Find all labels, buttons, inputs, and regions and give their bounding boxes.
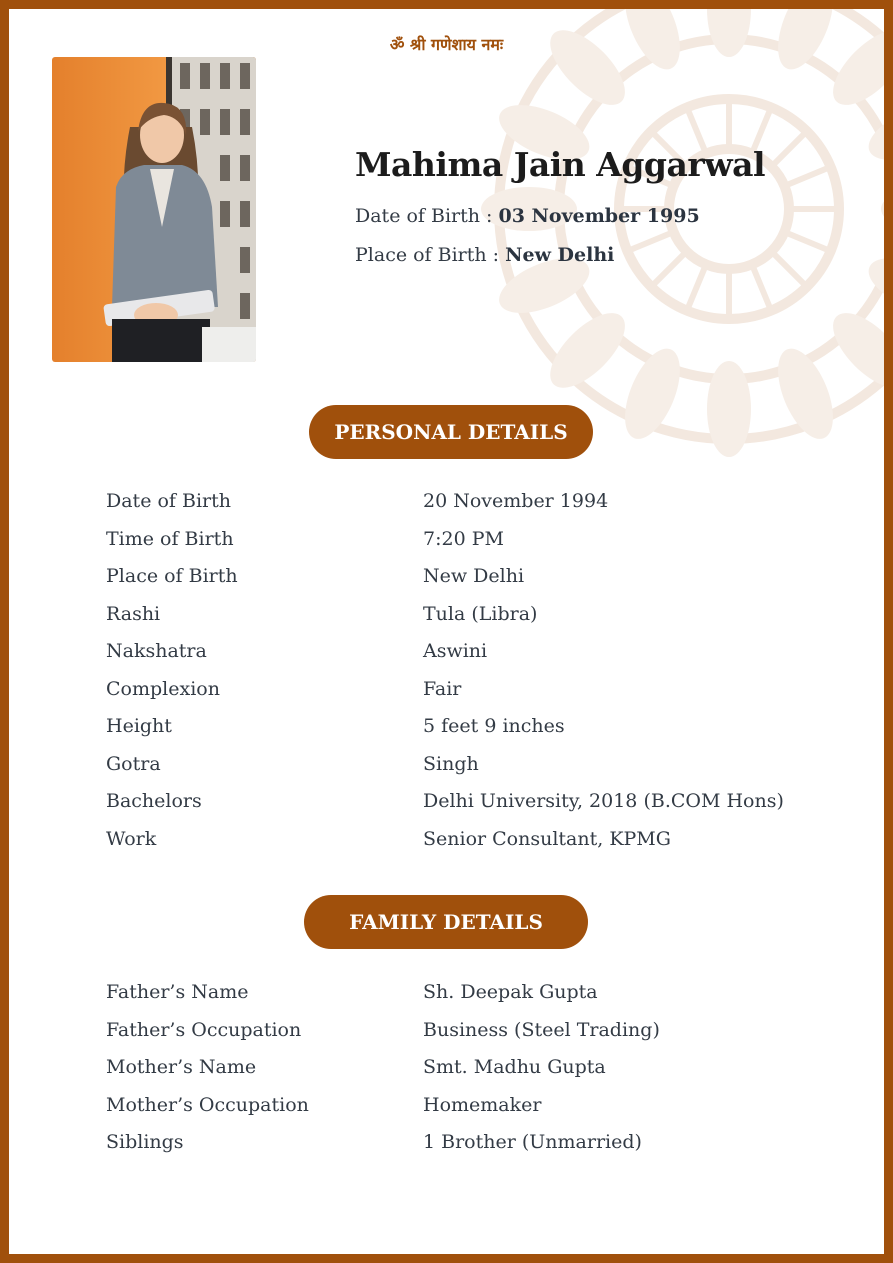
detail-label: Complexion: [106, 677, 220, 700]
biodata-page: [9, 9, 884, 1254]
profile-pob: [355, 244, 614, 266]
family-details-list: [106, 981, 846, 1169]
personal-details-heading: PERSONAL DETAILS: [309, 405, 593, 459]
profile-dob-label: Date of Birth :: [355, 205, 499, 227]
detail-label: Place of Birth: [106, 565, 238, 587]
detail-value: Fair: [423, 677, 462, 700]
detail-value: Delhi University, 2018 (B.COM Hons): [423, 790, 784, 812]
detail-label: Mother’s Name: [106, 1056, 257, 1078]
detail-row: [106, 490, 846, 528]
profile-name: Mahima Jain Aggarwal: [355, 145, 766, 184]
detail-label: Nakshatra: [106, 640, 207, 662]
detail-label: Father’s Occupation: [106, 1018, 302, 1041]
detail-row: [106, 790, 846, 828]
detail-label: Date of Birth: [106, 490, 231, 512]
profile-dob: [355, 205, 700, 227]
invocation-text: ॐ श्री गणेशाय नमः: [389, 35, 504, 54]
detail-row: [106, 1019, 846, 1057]
profile-photo: [52, 57, 256, 362]
detail-label: Gotra: [106, 752, 161, 775]
detail-row: [106, 828, 846, 866]
detail-value: Aswini: [423, 640, 488, 662]
detail-row: [106, 981, 846, 1019]
personal-details-list: [106, 490, 846, 865]
detail-row: [106, 678, 846, 716]
detail-value: Singh: [423, 752, 479, 775]
detail-value: Sh. Deepak Gupta: [423, 981, 598, 1003]
detail-value: 5 feet 9 inches: [423, 715, 565, 737]
detail-value: New Delhi: [423, 565, 525, 587]
detail-value: 7:20 PM: [423, 527, 504, 550]
detail-row: [106, 715, 846, 753]
profile-pob-value: New Delhi: [505, 244, 615, 266]
detail-row: [106, 528, 846, 566]
detail-row: [106, 640, 846, 678]
detail-value: 1 Brother (Unmarried): [423, 1131, 642, 1153]
detail-row: [106, 603, 846, 641]
detail-label: Work: [106, 827, 157, 850]
detail-value: Business (Steel Trading): [423, 1018, 660, 1041]
detail-value: Tula (Libra): [423, 602, 538, 625]
profile-pob-label: Place of Birth :: [355, 244, 506, 266]
detail-value: Senior Consultant, KPMG: [423, 827, 671, 850]
detail-value: Smt. Madhu Gupta: [423, 1056, 606, 1078]
detail-row: [106, 1056, 846, 1094]
detail-label: Mother’s Occupation: [106, 1093, 309, 1116]
detail-row: [106, 1131, 846, 1169]
detail-label: Siblings: [106, 1131, 184, 1153]
detail-row: [106, 1094, 846, 1132]
detail-label: Rashi: [106, 602, 161, 625]
detail-label: Height: [106, 715, 172, 737]
detail-label: Time of Birth: [106, 527, 234, 550]
mandala-decoration: [429, 9, 884, 549]
family-details-heading: FAMILY DETAILS: [304, 895, 588, 949]
profile-dob-value: 03 November 1995: [498, 205, 700, 227]
detail-label: Bachelors: [106, 790, 202, 812]
detail-value: Homemaker: [423, 1093, 542, 1116]
detail-value: 20 November 1994: [423, 490, 609, 512]
detail-row: [106, 753, 846, 791]
detail-row: [106, 565, 846, 603]
detail-label: Father’s Name: [106, 981, 249, 1003]
